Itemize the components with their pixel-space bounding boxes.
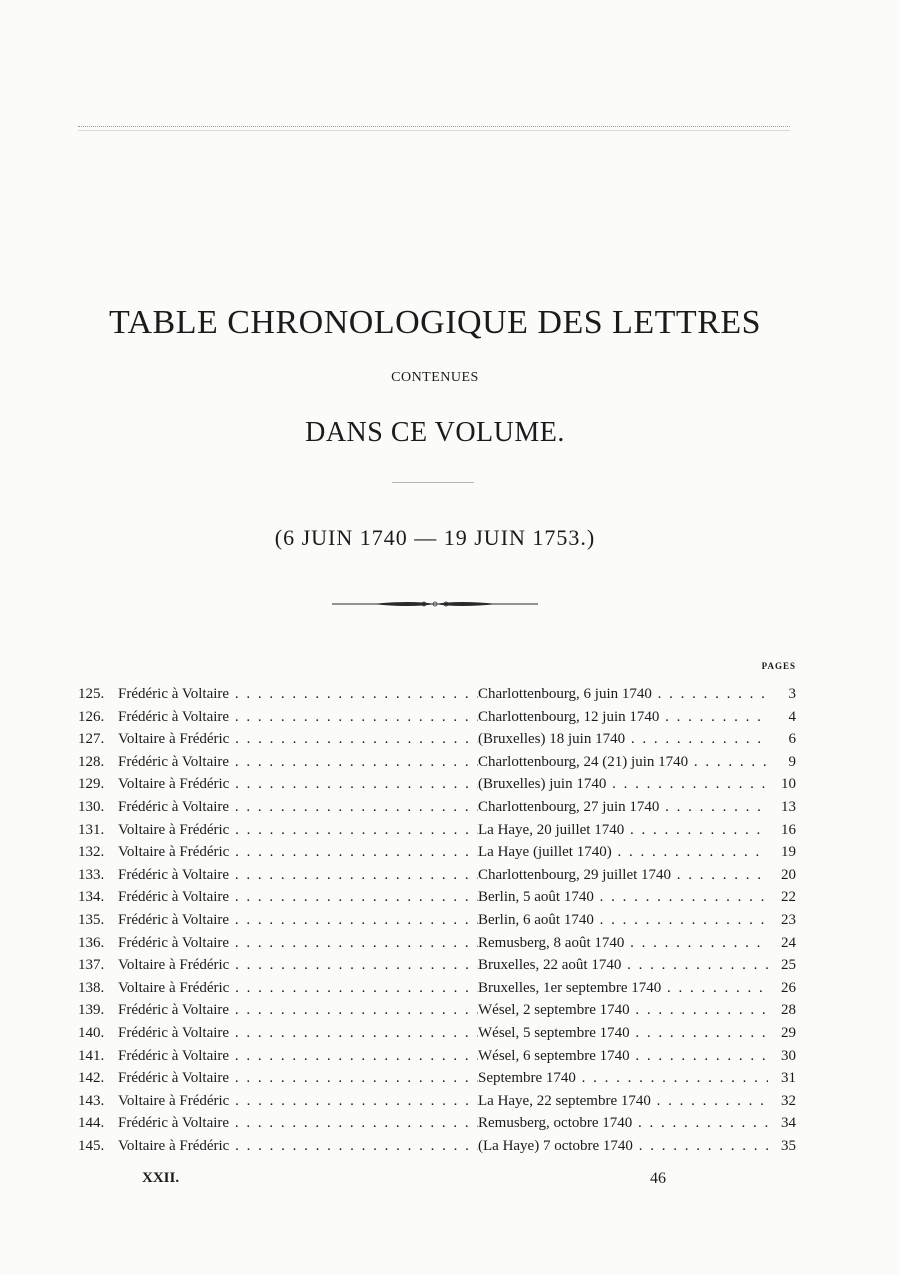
page-subtitle: CONTENUES <box>391 370 479 385</box>
correspondents-text: Frédéric à Voltaire <box>118 798 230 815</box>
correspondents <box>118 728 510 751</box>
place-date-text: Charlottenbourg, 24 (21) juin 1740 <box>478 753 689 770</box>
table-row <box>78 954 798 977</box>
correspondents-text: Voltaire à Frédéric <box>118 776 230 793</box>
table-row <box>78 1112 798 1135</box>
correspondents <box>118 773 510 796</box>
correspondents-text: Frédéric à Voltaire <box>118 1070 230 1087</box>
page-number: 6 <box>788 731 796 748</box>
page-number: 31 <box>781 1070 796 1087</box>
place-date <box>478 819 768 842</box>
page-number: 24 <box>781 934 796 951</box>
place-date <box>478 886 768 909</box>
place-date <box>478 999 768 1022</box>
table-row <box>78 864 798 887</box>
correspondents <box>118 909 510 932</box>
place-date <box>478 796 768 819</box>
page-number: 35 <box>781 1137 796 1154</box>
letter-number: 136. <box>78 934 105 951</box>
table-row <box>78 999 798 1022</box>
letter-number: 137. <box>78 957 105 974</box>
correspondents <box>118 683 510 706</box>
correspondents-text: Frédéric à Voltaire <box>118 1047 230 1064</box>
table-row <box>78 728 798 751</box>
place-date <box>478 1090 768 1113</box>
signature-number: 46 <box>650 1170 666 1187</box>
correspondents <box>118 819 510 842</box>
place-date-text: Charlottenbourg, 6 juin 1740 <box>478 686 652 702</box>
place-date <box>478 1022 768 1045</box>
letter-number: 142. <box>78 1070 105 1087</box>
place-date <box>478 773 768 796</box>
page-number: 30 <box>781 1047 796 1064</box>
table-row <box>78 909 798 932</box>
place-date-text: Charlottenbourg, 27 juin 1740 <box>478 798 660 815</box>
correspondents-text: Voltaire à Frédéric <box>118 979 230 996</box>
correspondents-text: Frédéric à Voltaire <box>118 911 230 928</box>
top-rule-secondary <box>78 130 790 131</box>
letter-number: 135. <box>78 911 105 928</box>
date-range: (6 JUIN 1740 — 19 JUIN 1753.) <box>274 525 596 550</box>
place-date <box>478 864 768 887</box>
table-row <box>78 751 798 774</box>
place-date <box>478 841 768 864</box>
place-date <box>478 1135 768 1158</box>
correspondents <box>118 706 510 729</box>
correspondents-text: Voltaire à Frédéric <box>118 1137 230 1154</box>
letters-table <box>78 683 798 1157</box>
letter-number: 144. <box>78 1115 105 1132</box>
table-row <box>78 886 798 909</box>
place-date-text: Berlin, 6 août 1740 <box>478 911 594 928</box>
correspondents <box>118 796 510 819</box>
table-row <box>78 1090 798 1113</box>
table-row <box>78 706 798 729</box>
place-date <box>478 1045 768 1068</box>
letter-number: 125. <box>78 686 105 702</box>
letter-number: 141. <box>78 1047 105 1064</box>
correspondents <box>118 954 510 977</box>
letter-number: 140. <box>78 1024 105 1041</box>
correspondents-text: Frédéric à Voltaire <box>118 1024 230 1041</box>
letter-number: 139. <box>78 1002 105 1019</box>
correspondents <box>118 1112 510 1135</box>
place-date-text: Septembre 1740 <box>478 1070 576 1087</box>
page-number: 16 <box>781 821 796 838</box>
table-row <box>78 1045 798 1068</box>
volume-number: XXII. <box>142 1170 180 1186</box>
place-date-text: Charlottenbourg, 12 juin 1740 <box>478 708 660 725</box>
letter-number: 132. <box>78 844 105 861</box>
place-date <box>478 932 768 955</box>
place-date <box>478 954 768 977</box>
correspondents <box>118 1022 510 1045</box>
pages-column-header: PAGES <box>761 661 796 671</box>
place-date-text: Remusberg, 8 août 1740 <box>478 934 625 951</box>
place-date <box>478 909 768 932</box>
correspondents-text: Frédéric à Voltaire <box>118 1115 230 1132</box>
page-number: 26 <box>781 979 796 996</box>
letter-number: 130. <box>78 798 105 815</box>
letter-number: 129. <box>78 776 105 793</box>
correspondents-text: Frédéric à Voltaire <box>118 753 230 770</box>
correspondents-text: Frédéric à Voltaire <box>118 708 230 725</box>
letter-number: 131. <box>78 821 105 838</box>
ornament-divider-icon <box>332 598 538 610</box>
place-date-text: (Bruxelles) juin 1740 <box>478 776 607 793</box>
table-row <box>78 773 798 796</box>
page-number: 10 <box>781 776 796 793</box>
correspondents-text: Frédéric à Voltaire <box>118 686 230 702</box>
place-date-text: Bruxelles, 22 août 1740 <box>478 957 622 974</box>
correspondents <box>118 1067 510 1090</box>
place-date-text: Berlin, 5 août 1740 <box>478 889 594 906</box>
table-row <box>78 819 798 842</box>
page-number: 32 <box>781 1092 796 1109</box>
correspondents <box>118 1045 510 1068</box>
place-date-text: Wésel, 6 septembre 1740 <box>478 1047 630 1064</box>
correspondents <box>118 932 510 955</box>
correspondents-text: Voltaire à Frédéric <box>118 957 230 974</box>
place-date <box>478 1112 768 1135</box>
place-date <box>478 751 768 774</box>
place-date-text: La Haye (juillet 1740) <box>478 844 612 861</box>
place-date <box>478 683 768 706</box>
page-number: 19 <box>781 844 796 861</box>
place-date-text: La Haye, 20 juillet 1740 <box>478 821 625 838</box>
page-subtitle-volume: DANS CE VOLUME. <box>305 417 565 448</box>
correspondents <box>118 886 510 909</box>
place-date-text: Bruxelles, 1er septembre 1740 <box>478 979 662 996</box>
letter-number: 134. <box>78 889 105 906</box>
correspondents-text: Voltaire à Frédéric <box>118 844 230 861</box>
page-number: 22 <box>781 889 796 906</box>
table-row <box>78 1022 798 1045</box>
table-row <box>78 796 798 819</box>
letter-number: 145. <box>78 1137 105 1154</box>
correspondents <box>118 999 510 1022</box>
place-date-text: Remusberg, octobre 1740 <box>478 1115 633 1132</box>
table-row <box>78 932 798 955</box>
correspondents-text: Frédéric à Voltaire <box>118 889 230 906</box>
page-number: 13 <box>781 798 796 815</box>
table-row <box>78 977 798 1000</box>
page-number: 9 <box>788 753 796 770</box>
table-row <box>78 841 798 864</box>
table-row <box>78 1135 798 1158</box>
page-number: 34 <box>781 1115 796 1132</box>
correspondents-text: Frédéric à Voltaire <box>118 934 230 951</box>
letter-number: 138. <box>78 979 105 996</box>
place-date <box>478 728 768 751</box>
correspondents-text: Voltaire à Frédéric <box>118 731 230 748</box>
correspondents-text: Frédéric à Voltaire <box>118 866 230 883</box>
table-row <box>78 1067 798 1090</box>
place-date <box>478 977 768 1000</box>
letter-number: 127. <box>78 731 105 748</box>
place-date-text: La Haye, 22 septembre 1740 <box>478 1092 651 1109</box>
correspondents <box>118 751 510 774</box>
correspondents <box>118 841 510 864</box>
correspondents <box>118 977 510 1000</box>
place-date-text: (Bruxelles) 18 juin 1740 <box>478 731 626 748</box>
letter-number: 133. <box>78 866 105 883</box>
letter-number: 128. <box>78 753 105 770</box>
letter-number: 126. <box>78 708 105 725</box>
place-date-text: Wésel, 5 septembre 1740 <box>478 1024 630 1041</box>
correspondents-text: Frédéric à Voltaire <box>118 1002 230 1019</box>
page-number: 28 <box>781 1002 796 1019</box>
place-date <box>478 706 768 729</box>
top-rule <box>78 126 790 127</box>
correspondents-text: Voltaire à Frédéric <box>118 1092 230 1109</box>
page-number: 3 <box>788 686 796 702</box>
correspondents-text: Voltaire à Frédéric <box>118 821 230 838</box>
correspondents <box>118 1090 510 1113</box>
page-number: 20 <box>781 866 796 883</box>
page-number: 29 <box>781 1024 796 1041</box>
page-number: 4 <box>788 708 796 725</box>
correspondents <box>118 1135 510 1158</box>
table-row <box>78 683 798 706</box>
place-date-text: Wésel, 2 septembre 1740 <box>478 1002 630 1019</box>
place-date-text: (La Haye) 7 octobre 1740 <box>478 1137 633 1154</box>
page-number: 25 <box>781 957 796 974</box>
place-date <box>478 1067 768 1090</box>
place-date-text: Charlottenbourg, 29 juillet 1740 <box>478 866 672 883</box>
short-divider <box>392 482 474 483</box>
letter-number: 143. <box>78 1092 105 1109</box>
page-number: 23 <box>781 911 796 928</box>
correspondents <box>118 864 510 887</box>
page-title: TABLE CHRONOLOGIQUE DES LETTRES <box>108 304 762 341</box>
